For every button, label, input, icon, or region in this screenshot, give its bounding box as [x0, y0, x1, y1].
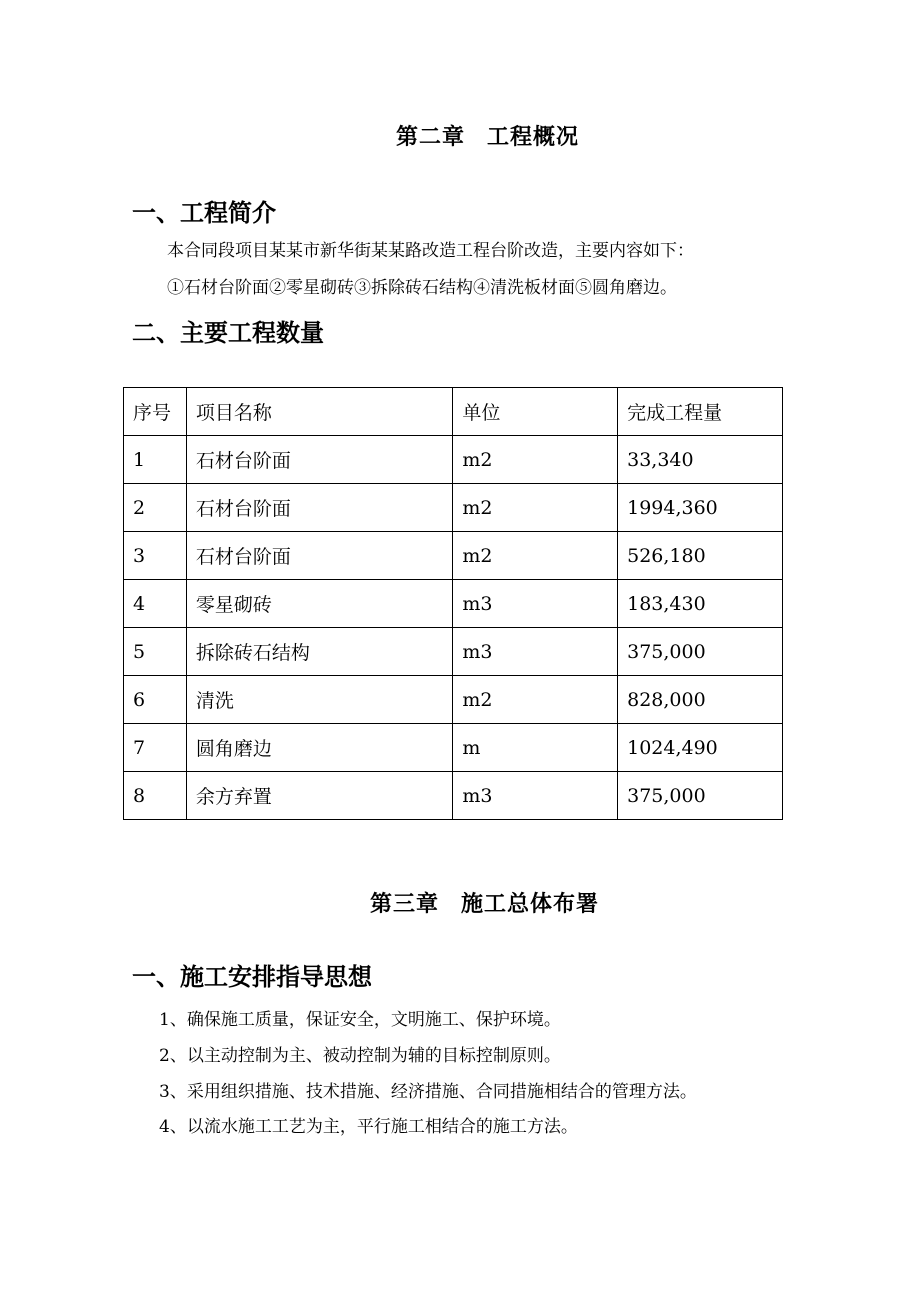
cell-quantity: 183,430 [618, 580, 783, 628]
cell-quantity: 1994,360 [618, 484, 783, 532]
table-row [124, 580, 783, 628]
table-row [124, 532, 783, 580]
cell-unit: m3 [453, 580, 618, 628]
quantity-table [123, 387, 783, 820]
table-header-row [124, 388, 783, 436]
cell-unit: m2 [453, 676, 618, 724]
table-row [124, 772, 783, 820]
cell-quantity: 375,000 [618, 628, 783, 676]
guideline-item-3: 3、采用组织措施、技术措施、经济措施、合同措施相结合的管理方法。 [159, 1082, 697, 1102]
table-row [124, 436, 783, 484]
cell-quantity: 33,340 [618, 436, 783, 484]
header-cell-index: 序号 [124, 388, 187, 436]
table-row [124, 724, 783, 772]
cell-index: 8 [124, 772, 187, 820]
cell-index: 5 [124, 628, 187, 676]
cell-quantity: 828,000 [618, 676, 783, 724]
chapter-2-number: 第二章 [396, 124, 466, 150]
header-cell-quantity: 完成工程量 [618, 388, 783, 436]
cell-item: 石材台阶面 [186, 532, 452, 580]
section-1-paragraph-1: 本合同段项目某某市新华街某某路改造工程台阶改造，主要内容如下： [167, 241, 694, 261]
table-row [124, 676, 783, 724]
cell-item: 零星砌砖 [186, 580, 452, 628]
cell-item: 石材台阶面 [186, 484, 452, 532]
chapter-3-title: 施工总体布署 [461, 891, 600, 917]
section-1-heading: 一、工程简介 [132, 198, 276, 227]
cell-item: 清洗 [186, 676, 452, 724]
cell-index: 3 [124, 532, 187, 580]
cell-item: 圆角磨边 [186, 724, 452, 772]
cell-unit: m3 [453, 772, 618, 820]
cell-unit: m3 [453, 628, 618, 676]
cell-index: 6 [124, 676, 187, 724]
table-row [124, 484, 783, 532]
guideline-item-2: 2、以主动控制为主、被动控制为辅的目标控制原则。 [159, 1046, 561, 1066]
cell-item: 石材台阶面 [186, 436, 452, 484]
chapter-3-heading [370, 887, 599, 918]
header-cell-item: 项目名称 [186, 388, 452, 436]
section-1-paragraph-2: ①石材台阶面②零星砌砖③拆除砖石结构④清洗板材面⑤圆角磨边。 [167, 278, 677, 298]
guideline-item-1: 1、确保施工质量，保证安全，文明施工、保护环境。 [159, 1010, 561, 1030]
cell-quantity: 1024,490 [618, 724, 783, 772]
chapter-3-number: 第三章 [370, 891, 440, 917]
cell-index: 4 [124, 580, 187, 628]
table-row [124, 628, 783, 676]
section-3-heading: 一、施工安排指导思想 [132, 962, 372, 991]
cell-unit: m2 [453, 484, 618, 532]
cell-index: 2 [124, 484, 187, 532]
cell-index: 1 [124, 436, 187, 484]
cell-unit: m2 [453, 532, 618, 580]
chapter-2-heading [396, 120, 579, 151]
cell-index: 7 [124, 724, 187, 772]
cell-quantity: 375,000 [618, 772, 783, 820]
cell-unit: m [453, 724, 618, 772]
section-2-heading: 二、主要工程数量 [132, 318, 324, 347]
guideline-item-4: 4、以流水施工工艺为主，平行施工相结合的施工方法。 [159, 1117, 578, 1137]
chapter-2-title: 工程概况 [487, 124, 580, 150]
cell-item: 拆除砖石结构 [186, 628, 452, 676]
cell-item: 余方弃置 [186, 772, 452, 820]
header-cell-unit: 单位 [453, 388, 618, 436]
cell-quantity: 526,180 [618, 532, 783, 580]
cell-unit: m2 [453, 436, 618, 484]
